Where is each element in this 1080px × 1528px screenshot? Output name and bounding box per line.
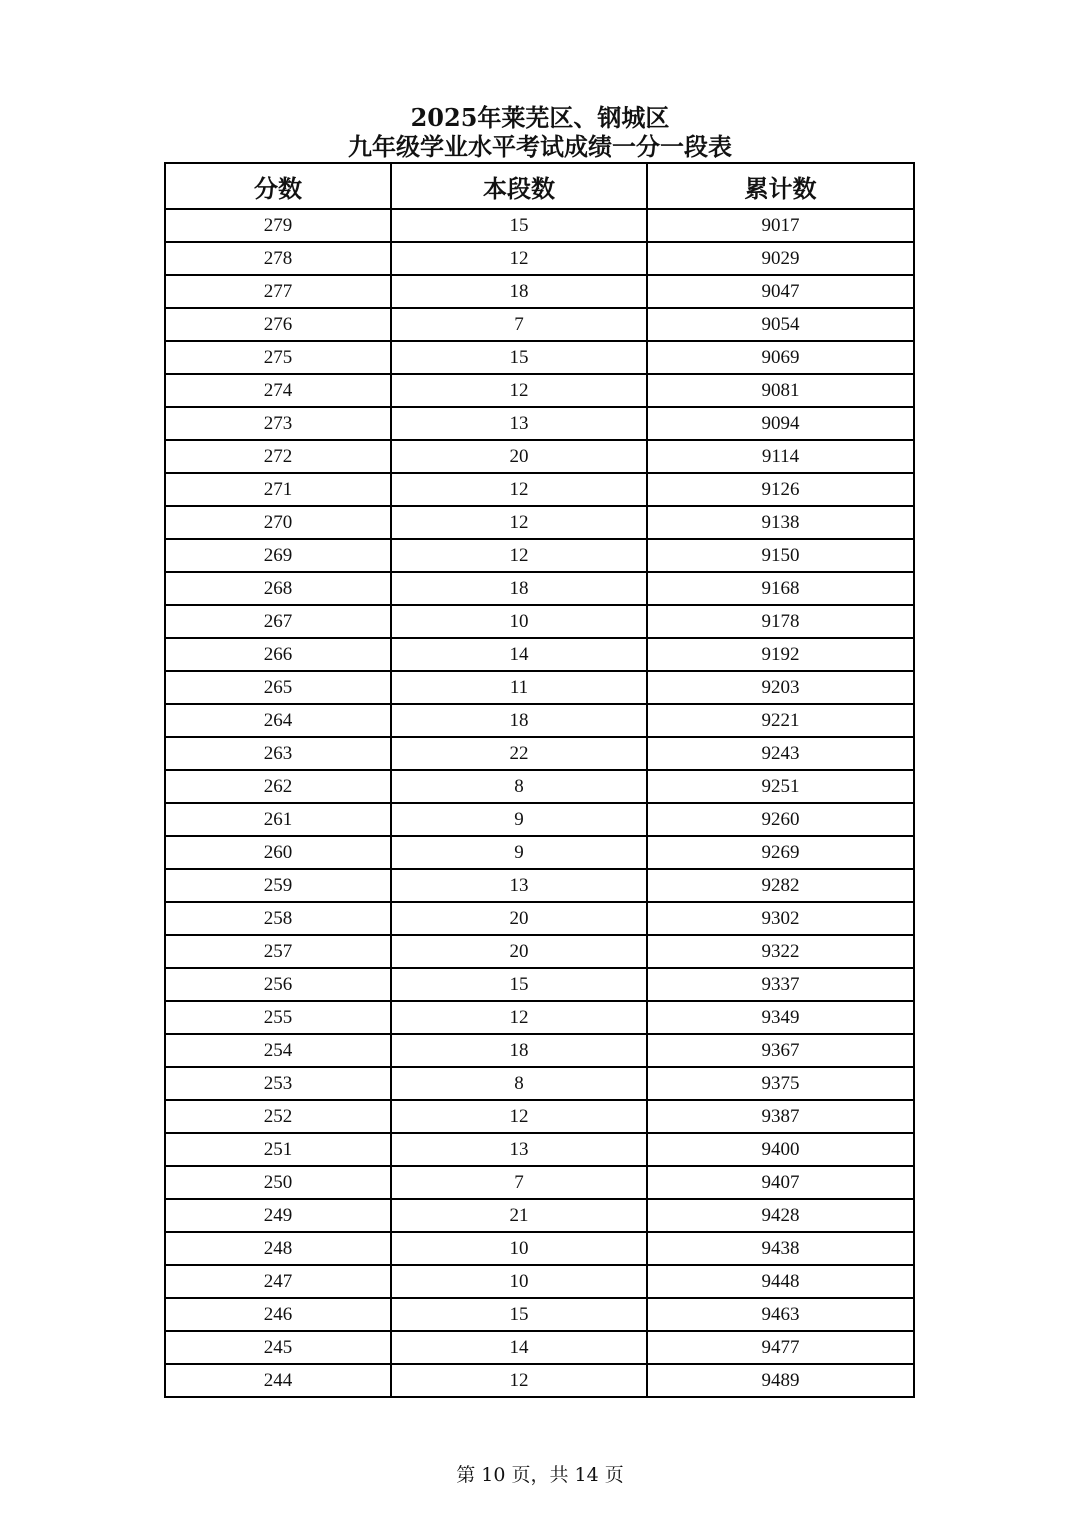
cell-segment-count: 8 [391, 1067, 647, 1100]
cell-segment-count: 14 [391, 1331, 647, 1364]
cell-segment-count: 13 [391, 407, 647, 440]
cell-score: 259 [165, 869, 391, 902]
cell-score: 260 [165, 836, 391, 869]
cell-score: 266 [165, 638, 391, 671]
cell-cumulative-count: 9192 [647, 638, 914, 671]
cell-score: 265 [165, 671, 391, 704]
cell-cumulative-count: 9367 [647, 1034, 914, 1067]
cell-score: 246 [165, 1298, 391, 1331]
table-header-row [165, 163, 914, 209]
cell-score: 272 [165, 440, 391, 473]
cell-score: 276 [165, 308, 391, 341]
cell-score: 254 [165, 1034, 391, 1067]
cell-cumulative-count: 9178 [647, 605, 914, 638]
cell-cumulative-count: 9017 [647, 209, 914, 242]
cell-segment-count: 12 [391, 1364, 647, 1397]
cell-segment-count: 18 [391, 1034, 647, 1067]
cell-segment-count: 13 [391, 869, 647, 902]
table-row [165, 1331, 914, 1364]
table-row [165, 803, 914, 836]
document-title-line1: 2025年莱芜区、钢城区 [410, 103, 670, 132]
column-header-segment-count: 本段数 [391, 163, 647, 209]
cell-cumulative-count: 9489 [647, 1364, 914, 1397]
cell-cumulative-count: 9400 [647, 1133, 914, 1166]
cell-score: 261 [165, 803, 391, 836]
cell-cumulative-count: 9054 [647, 308, 914, 341]
cell-segment-count: 18 [391, 275, 647, 308]
cell-score: 251 [165, 1133, 391, 1166]
cell-score: 273 [165, 407, 391, 440]
cell-segment-count: 12 [391, 374, 647, 407]
cell-segment-count: 15 [391, 341, 647, 374]
cell-cumulative-count: 9463 [647, 1298, 914, 1331]
cell-cumulative-count: 9150 [647, 539, 914, 572]
table-row [165, 1133, 914, 1166]
cell-cumulative-count: 9094 [647, 407, 914, 440]
cell-score: 257 [165, 935, 391, 968]
cell-score: 271 [165, 473, 391, 506]
cell-cumulative-count: 9168 [647, 572, 914, 605]
table-row [165, 539, 914, 572]
cell-cumulative-count: 9260 [647, 803, 914, 836]
cell-segment-count: 20 [391, 902, 647, 935]
table-row [165, 1199, 914, 1232]
cell-segment-count: 10 [391, 605, 647, 638]
page-footer: 第 10 页，共 14 页 [456, 1464, 624, 1486]
cell-segment-count: 12 [391, 1100, 647, 1133]
cell-score: 278 [165, 242, 391, 275]
table-row [165, 407, 914, 440]
table-row [165, 671, 914, 704]
cell-cumulative-count: 9428 [647, 1199, 914, 1232]
cell-segment-count: 13 [391, 1133, 647, 1166]
cell-segment-count: 15 [391, 1298, 647, 1331]
cell-cumulative-count: 9138 [647, 506, 914, 539]
cell-segment-count: 22 [391, 737, 647, 770]
cell-segment-count: 9 [391, 803, 647, 836]
table-row [165, 572, 914, 605]
cell-cumulative-count: 9269 [647, 836, 914, 869]
cell-segment-count: 14 [391, 638, 647, 671]
cell-cumulative-count: 9322 [647, 935, 914, 968]
table-row [165, 1067, 914, 1100]
table-row [165, 869, 914, 902]
cell-cumulative-count: 9243 [647, 737, 914, 770]
cell-cumulative-count: 9337 [647, 968, 914, 1001]
cell-score: 269 [165, 539, 391, 572]
cell-cumulative-count: 9407 [647, 1166, 914, 1199]
cell-score: 267 [165, 605, 391, 638]
cell-cumulative-count: 9438 [647, 1232, 914, 1265]
cell-segment-count: 12 [391, 242, 647, 275]
cell-cumulative-count: 9029 [647, 242, 914, 275]
cell-segment-count: 7 [391, 308, 647, 341]
cell-segment-count: 12 [391, 473, 647, 506]
cell-score: 249 [165, 1199, 391, 1232]
cell-cumulative-count: 9387 [647, 1100, 914, 1133]
table-row [165, 836, 914, 869]
table-body [165, 209, 914, 1397]
table-row [165, 440, 914, 473]
table-row [165, 275, 914, 308]
cell-cumulative-count: 9203 [647, 671, 914, 704]
table-row [165, 1232, 914, 1265]
cell-score: 262 [165, 770, 391, 803]
cell-segment-count: 18 [391, 572, 647, 605]
table-row [165, 1034, 914, 1067]
table-row [165, 1265, 914, 1298]
cell-segment-count: 12 [391, 539, 647, 572]
cell-segment-count: 10 [391, 1232, 647, 1265]
cell-segment-count: 20 [391, 440, 647, 473]
cell-score: 245 [165, 1331, 391, 1364]
cell-score: 277 [165, 275, 391, 308]
table-row [165, 473, 914, 506]
cell-score: 263 [165, 737, 391, 770]
cell-cumulative-count: 9069 [647, 341, 914, 374]
cell-cumulative-count: 9114 [647, 440, 914, 473]
table-row [165, 341, 914, 374]
cell-cumulative-count: 9081 [647, 374, 914, 407]
document-title-line2: 九年级学业水平考试成绩一分一段表 [348, 132, 732, 161]
cell-score: 264 [165, 704, 391, 737]
table-row [165, 605, 914, 638]
cell-score: 256 [165, 968, 391, 1001]
cell-score: 270 [165, 506, 391, 539]
cell-segment-count: 7 [391, 1166, 647, 1199]
column-header-score: 分数 [165, 163, 391, 209]
cell-cumulative-count: 9047 [647, 275, 914, 308]
cell-segment-count: 12 [391, 506, 647, 539]
cell-cumulative-count: 9302 [647, 902, 914, 935]
table-row [165, 704, 914, 737]
cell-score: 255 [165, 1001, 391, 1034]
cell-segment-count: 15 [391, 968, 647, 1001]
cell-segment-count: 8 [391, 770, 647, 803]
table-row [165, 902, 914, 935]
cell-score: 252 [165, 1100, 391, 1133]
cell-segment-count: 18 [391, 704, 647, 737]
table-row [165, 308, 914, 341]
cell-score: 244 [165, 1364, 391, 1397]
table-row [165, 374, 914, 407]
cell-cumulative-count: 9375 [647, 1067, 914, 1100]
cell-cumulative-count: 9282 [647, 869, 914, 902]
cell-cumulative-count: 9126 [647, 473, 914, 506]
cell-segment-count: 15 [391, 209, 647, 242]
table-row [165, 209, 914, 242]
cell-segment-count: 11 [391, 671, 647, 704]
cell-cumulative-count: 9448 [647, 1265, 914, 1298]
table-row [165, 638, 914, 671]
cell-segment-count: 20 [391, 935, 647, 968]
table-row [165, 1001, 914, 1034]
table-row [165, 1298, 914, 1331]
table-row [165, 770, 914, 803]
score-distribution-table [164, 162, 915, 1398]
cell-score: 279 [165, 209, 391, 242]
cell-score: 248 [165, 1232, 391, 1265]
cell-score: 258 [165, 902, 391, 935]
cell-cumulative-count: 9251 [647, 770, 914, 803]
cell-score: 268 [165, 572, 391, 605]
cell-score: 253 [165, 1067, 391, 1100]
table-row [165, 1364, 914, 1397]
table-row [165, 506, 914, 539]
cell-segment-count: 12 [391, 1001, 647, 1034]
table-row [165, 1100, 914, 1133]
cell-cumulative-count: 9477 [647, 1331, 914, 1364]
cell-score: 247 [165, 1265, 391, 1298]
table-row [165, 737, 914, 770]
cell-segment-count: 21 [391, 1199, 647, 1232]
table-row [165, 935, 914, 968]
cell-segment-count: 9 [391, 836, 647, 869]
column-header-cumulative-count: 累计数 [647, 163, 914, 209]
cell-cumulative-count: 9221 [647, 704, 914, 737]
cell-score: 250 [165, 1166, 391, 1199]
cell-score: 275 [165, 341, 391, 374]
table-row [165, 242, 914, 275]
cell-segment-count: 10 [391, 1265, 647, 1298]
cell-cumulative-count: 9349 [647, 1001, 914, 1034]
table-row [165, 1166, 914, 1199]
cell-score: 274 [165, 374, 391, 407]
table-row [165, 968, 914, 1001]
